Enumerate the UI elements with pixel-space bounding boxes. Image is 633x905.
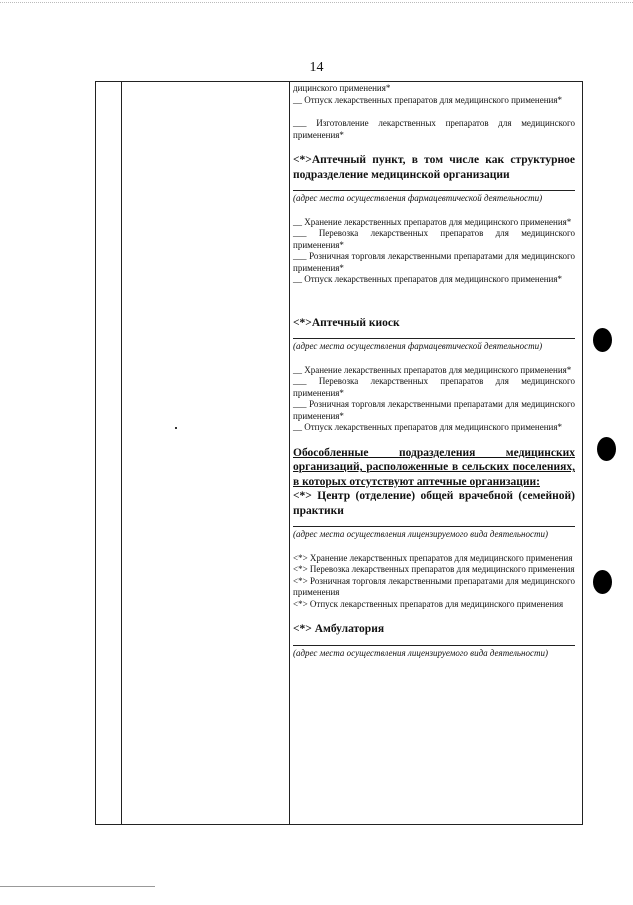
pharmacy-kiosk-heading: <*>Аптечный киоск bbox=[293, 316, 400, 329]
page-number: 14 bbox=[309, 60, 324, 75]
item-manufacture: ___ Изготовление лекарственных препаратов для медицинского применения* bbox=[293, 118, 575, 140]
pharmacy-kiosk-item-release: __ Отпуск лекарственных препаратов для медицинского применения* bbox=[293, 422, 562, 432]
item-release: __ Отпуск лекарственных препаратов для медицинского применения* bbox=[293, 94, 562, 105]
rural-units-heading: Обособленные подразделения медицинских организаций, расположенные в сельских поселениях, в которых отсутствуют аптечные организации: bbox=[293, 446, 575, 488]
ambulatory-address-caption: (адрес места осуществления лицензируемого вида деятельности) bbox=[293, 645, 575, 660]
license-table bbox=[95, 81, 583, 825]
pharmacy-point-item-transport: ___ Перевозка лекарственных препаратов для медицинского применения* bbox=[293, 228, 575, 250]
pharmacy-point-heading: <*>Аптечный пункт, в том числе как структурное подразделение медицинской организации bbox=[293, 154, 575, 181]
pharmacy-kiosk-item-retail: ___ Розничная торговля лекарственными препаратами для медицинского применения* bbox=[293, 399, 575, 421]
binder-hole-top bbox=[593, 328, 612, 352]
scan-speck bbox=[175, 427, 177, 429]
general-practice-item-storage: <*> Хранение лекарственных препаратов для медицинского применения bbox=[293, 552, 573, 563]
scan-edge-top bbox=[0, 2, 633, 3]
pharmacy-point-item-retail: ___ Розничная торговля лекарственными препаратами для медицинского применения* bbox=[293, 251, 575, 273]
pharmacy-point-address-caption: (адрес места осуществления фармацевтической деятельности) bbox=[293, 190, 575, 205]
pharmacy-point-item-release: __ Отпуск лекарственных препаратов для медицинского применения* bbox=[293, 274, 562, 284]
scan-edge-bottom bbox=[0, 886, 155, 887]
general-practice-item-release: <*> Отпуск лекарственных препаратов для медицинского применения bbox=[293, 598, 564, 609]
activity-cell bbox=[293, 83, 575, 659]
pharmacy-kiosk-item-storage: __ Хранение лекарственных препаратов для медицинского применения* bbox=[293, 364, 572, 375]
column-divider-1 bbox=[121, 82, 122, 824]
binder-hole-bottom bbox=[593, 570, 612, 594]
pharmacy-kiosk-address-caption: (адрес места осуществления фармацевтической деятельности) bbox=[293, 338, 575, 353]
pharmacy-kiosk-item-transport: ___ Перевозка лекарственных препаратов для медицинского применения* bbox=[293, 376, 575, 398]
continuation-line: дицинского применения* bbox=[293, 83, 391, 93]
general-practice-address-caption: (адрес места осуществления лицензируемого вида деятельности) bbox=[293, 526, 575, 541]
binder-hole-middle bbox=[597, 437, 616, 461]
general-practice-item-transport: <*> Перевозка лекарственных препаратов для медицинского применения bbox=[293, 564, 575, 574]
column-divider-2 bbox=[289, 82, 290, 824]
pharmacy-point-item-storage: __ Хранение лекарственных препаратов для медицинского применения* bbox=[293, 216, 572, 227]
general-practice-heading: <*> Центр (отделение) общей врачебной (семейной) практики bbox=[293, 490, 575, 517]
ambulatory-heading: <*> Амбулатория bbox=[293, 623, 385, 635]
general-practice-item-retail: <*> Розничная торговля лекарственными препаратами для медицинского применения bbox=[293, 575, 575, 597]
